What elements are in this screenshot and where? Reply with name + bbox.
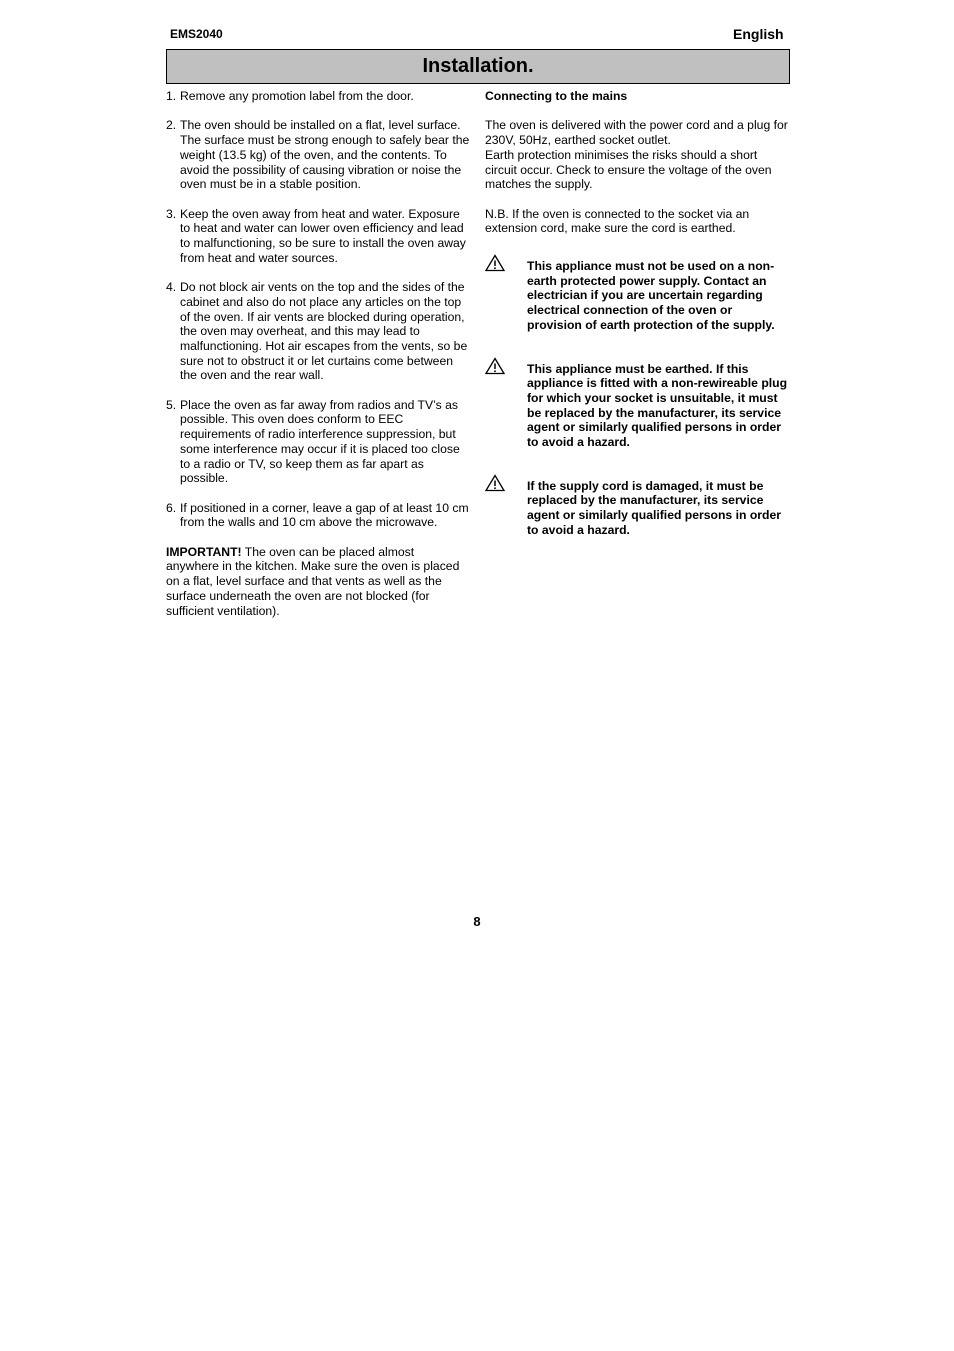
list-item-number: 4. (166, 280, 177, 295)
list-item-number: 6. (166, 500, 177, 515)
warning-triangle-icon (485, 252, 527, 333)
list-item-number: 2. (166, 118, 177, 133)
warning-block (485, 472, 790, 538)
warning-text: This appliance must be earthed. If this appliance is fitted with a non-rewireable plug for which your socket is unsuitable, it must be replaced by the manufacturer, its service agent or similarly qualified persons in order to avoid a hazard. (527, 361, 788, 450)
list-item-text: The oven should be installed on a flat, level surface. The surface must be strong enough to safely bear the weight (13.5 kg) of the oven, and the contents. To avoid the possibility of causing vibration or noise the oven must be in a stable position. (180, 118, 470, 192)
mains-paragraph: The oven is delivered with the power cord and a plug for 230V, 50Hz, earthed socket outlet. (485, 118, 788, 148)
important-label: IMPORTANT! (166, 544, 242, 559)
list-item (166, 207, 470, 266)
warning-triangle-icon (485, 472, 527, 538)
list-item-text: If positioned in a corner, leave a gap of at least 10 cm from the walls and 10 cm above the microwave. (180, 500, 469, 530)
model-number: EMS2040 (170, 27, 223, 41)
list-item (166, 118, 470, 192)
warning-text: This appliance must not be used on a non-earth protected power supply. Contact an electrician if you are uncertain regarding electrical connection of the oven or provision of earth protection of the supply. (527, 259, 775, 332)
extension-note: N.B. If the oven is connected to the socket via an extension cord, make sure the cord is earthed. (485, 206, 750, 236)
important-text: The oven can be placed almost anywhere in the kitchen. Make sure the oven is placed on a flat, level surface and that vents as well as the surface underneath the oven are not blocked (for sufficient ventilation). (166, 544, 460, 618)
list-item (166, 280, 470, 383)
list-item-number: 1. (166, 89, 177, 103)
right-column (485, 89, 790, 560)
list-item (166, 501, 470, 530)
warning-block (485, 355, 790, 450)
mains-heading: Connecting to the mains (485, 89, 628, 103)
list-item-text: Keep the oven away from heat and water. Exposure to heat and water can lower oven efficiency and lead to malfunctioning, so be sure to install the oven away from heat and water sources. (180, 206, 466, 265)
section-title-bar (166, 49, 790, 84)
list-item-text: Do not block air vents on the top and the sides of the cabinet and also do not place any articles on the top of the oven. If air vents are blocked during operation, the oven may overheat, and this may lead to malfunctioning. Hot air escapes from the vents, so be sure not to obstruct it or let curtains come between the oven and the rear wall. (180, 280, 468, 383)
list-item (166, 398, 470, 486)
page-number: 8 (473, 914, 481, 929)
earth-paragraph: Earth protection minimises the risks should a short circuit occur. Check to ensure the voltage of the oven matches the supply. (485, 147, 772, 192)
warning-block (485, 252, 790, 333)
list-item-text: Place the oven as far away from radios and TV’s as possible. This oven does conform to EEC requirements of radio interference suppression, but some interference may occur if it is placed too close to a radio or TV, so keep them as far apart as possible. (180, 397, 460, 486)
warning-text: If the supply cord is damaged, it must be replaced by the manufacturer, its service agent or similarly qualified persons in order to avoid a hazard. (527, 478, 781, 537)
list-item-number: 5. (166, 397, 177, 412)
list-item-text: Remove any promotion label from the door. (180, 89, 414, 103)
list-item-number: 3. (166, 206, 177, 221)
important-note (166, 545, 470, 619)
language-label: English (733, 26, 784, 42)
warning-triangle-icon (485, 355, 527, 450)
section-title: Installation. (422, 55, 534, 77)
list-item (166, 89, 470, 104)
left-column (166, 89, 470, 633)
